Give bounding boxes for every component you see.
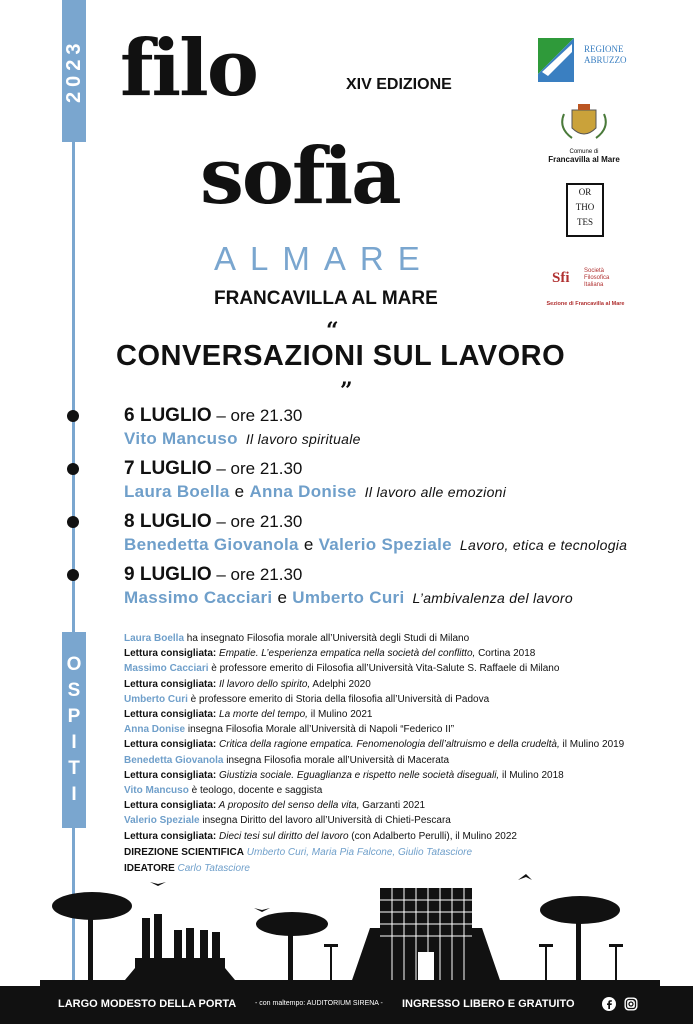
edition-label: XIV EDIZIONE (346, 76, 452, 93)
guest-reading: Lettura consigliata: Critica della ragione empatica. Fenomenologia dell’altruismo e della crudeltà, il Mulino 2019 (124, 739, 625, 751)
skyline-silhouette (40, 868, 660, 988)
event-topic: L’ambivalenza del lavoro (412, 590, 573, 606)
alt-venue-label: - con maltempo: AUDITORIUM SIRENA - (255, 1000, 383, 1007)
guest-bio: Laura Boella ha insegnato Filosofia morale all’Università degli Studi di Milano (124, 633, 470, 644)
city-label: FRANCAVILLA AL MARE (214, 288, 438, 309)
speaker-name: Valerio Speziale (318, 535, 452, 554)
event-date: 7 LUGLIO (124, 458, 212, 479)
guest-bio: Vito Mancuso è teologo, docente e saggista (124, 785, 323, 797)
event-time: – ore 21.30 (211, 512, 303, 531)
guest-reading: Lettura consigliata: Empatie. L’esperienza empatica nella società del conflitto, Cortina 2018 (124, 648, 536, 660)
event-date: 9 LUGLIO (124, 564, 212, 585)
subtitle-almare: ALMARE (214, 240, 434, 277)
footer-bar (0, 986, 693, 1024)
instagram-icon[interactable] (624, 997, 638, 1011)
speaker-name: Vito Mancuso (124, 429, 238, 448)
close-quote: ” (340, 378, 353, 404)
guest-reading: Lettura consigliata: Dieci tesi sul diritto del lavoro (con Adalberto Perulli), il Mulino 2022 (124, 830, 517, 842)
speaker-name: Benedetta Giovanola (124, 535, 299, 554)
guest-bio: Benedetta Giovanola insegna Filosofia morale all’Università di Macerata (124, 754, 450, 766)
direction-value: Umberto Curi, Maria Pia Falcone, Giulio Tatasciore (244, 847, 473, 858)
event-time: – ore 21.30 (211, 565, 303, 584)
regione-emblem-icon (538, 38, 574, 82)
creator-value: Carlo Tatasciore (174, 863, 250, 874)
speaker-name: Anna Donise (249, 482, 357, 501)
conjunction: e (229, 482, 250, 501)
timeline-dot (67, 569, 79, 581)
ospiti-badge (62, 632, 86, 828)
timeline-dot (67, 463, 79, 475)
title-filo: filo (120, 23, 257, 114)
ospiti-letter: I (71, 784, 77, 805)
regione-abruzzo-logo: REGIONE ABRUZZO (538, 38, 638, 82)
speaker-name: Massimo Cacciari (124, 588, 273, 607)
coat-of-arms-icon (542, 100, 626, 144)
guest-bio: Anna Donise insegna Filosofia Morale all’Università di Napoli “Federico II” (124, 724, 455, 736)
speaker-name: Laura Boella (124, 482, 230, 501)
event-date: 6 LUGLIO (124, 405, 212, 426)
ospiti-letter: T (68, 758, 80, 779)
direction-label: DIREZIONE SCIENTIFICA (124, 847, 245, 858)
timeline-dot (67, 410, 79, 422)
guest-list (124, 631, 684, 844)
facebook-icon[interactable] (602, 997, 616, 1011)
ospiti-letter: O (66, 654, 82, 675)
guest-reading: Lettura consigliata: Giustizia sociale. Eguaglianza e rispetto nelle società diseguali, il Mulino 2018 (124, 769, 564, 781)
ospiti-letter: I (71, 732, 77, 753)
event-time: – ore 21.30 (211, 406, 303, 425)
event-topic: Lavoro, etica e tecnologia (459, 537, 628, 553)
comune-logo: Comune di Francavilla al Mare (542, 100, 626, 164)
speaker-name: Umberto Curi (292, 588, 405, 607)
conjunction: e (298, 535, 319, 554)
program-item (124, 564, 573, 608)
headline: CONVERSAZIONI SUL LAVORO (116, 340, 566, 372)
program-item (124, 511, 627, 555)
venue-label: LARGO MODESTO DELLA PORTA (58, 998, 237, 1010)
timeline-dot (67, 516, 79, 528)
program-item (124, 458, 506, 502)
event-topic: Il lavoro spirituale (245, 431, 361, 447)
program-item (124, 405, 361, 449)
guest-bio: Umberto Curi è professore emerito di Storia della filosofia all’Università di Padova (124, 693, 490, 705)
year-badge: 2023 (62, 0, 86, 142)
timeline-rail (72, 0, 75, 1000)
title-sofia: sofia (200, 131, 400, 222)
event-time: – ore 21.30 (211, 459, 303, 478)
guest-bio: Valerio Speziale insegna Diritto del lavoro all’Università di Chieti-Pescara (124, 815, 451, 827)
event-topic: Il lavoro alle emozioni (364, 484, 507, 500)
sfi-logo: Sfi Società Filosofica Italiana Sezione di Francavilla al Mare (546, 268, 625, 307)
ospiti-letter: S (67, 680, 81, 701)
creator-label: IDEATORE (124, 863, 175, 874)
orthotes-logo: OR THO TES (566, 183, 604, 237)
guest-bio: Massimo Cacciari è professore emerito di Filosofia all’Università Vita-Salute S. Raffaele di Milano (124, 663, 560, 675)
guest-reading: Lettura consigliata: A proposito del senso della vita, Garzanti 2021 (124, 800, 426, 812)
guest-reading: Lettura consigliata: La morte del tempo, il Mulino 2021 (124, 709, 373, 721)
open-quote: “ (326, 318, 339, 344)
conjunction: e (272, 588, 293, 607)
entry-label: INGRESSO LIBERO E GRATUITO (402, 998, 575, 1010)
ospiti-letter: P (67, 706, 81, 727)
guest-reading: Lettura consigliata: Il lavoro dello spirito, Adelphi 2020 (124, 678, 371, 690)
event-date: 8 LUGLIO (124, 511, 212, 532)
